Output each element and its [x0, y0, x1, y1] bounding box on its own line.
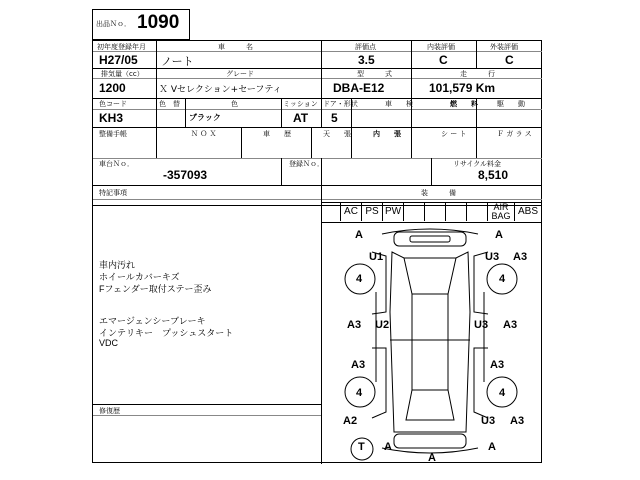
damage-mark: U3: [485, 251, 500, 263]
year-value: H27/05: [99, 53, 138, 67]
damage-mark: U3: [474, 319, 489, 331]
remark-line: インテリキー プッシュスタート: [99, 328, 234, 338]
remark-line: 車内汚れ: [99, 260, 136, 270]
exterior-grade-value: C: [505, 53, 514, 67]
mileage-value: 101,579 Km: [429, 81, 496, 95]
registration-label: 登録Ｎｏ．: [289, 160, 324, 168]
damage-mark: U3: [481, 415, 496, 427]
grade-value: Ｘ Vセレクション+セーフティ: [159, 85, 282, 95]
damage-mark: 4: [499, 273, 506, 285]
equipment-airbag: AIR BAG: [488, 203, 515, 221]
roof-label: 天 張: [323, 130, 351, 138]
history-label: 車 歴: [263, 130, 291, 138]
model-value: DBA-E12: [333, 81, 385, 95]
equipment-ps: PS: [362, 203, 383, 221]
interior-grade-label: 内装評価: [427, 43, 455, 51]
drive-label: 駆 動: [497, 100, 525, 108]
damage-mark: U2: [375, 319, 390, 331]
damage-mark: A3: [503, 319, 518, 331]
damage-mark: A: [384, 441, 392, 453]
remark-line: ホイールカバーキズ: [99, 272, 180, 282]
displacement-value: 1200: [99, 81, 126, 95]
interior-trim-label: 内 張: [373, 130, 401, 138]
car-name-label: 車 名: [218, 43, 253, 51]
maintenance-book-label: 整備手帳: [99, 130, 127, 138]
doors-value: 5: [331, 111, 338, 125]
color-name-label: 色: [231, 100, 238, 108]
year-label: 初年度登録年月: [97, 43, 146, 51]
equipment-blank-2: [425, 203, 446, 221]
damage-mark: 4: [499, 387, 506, 399]
color-change-label: 色 替: [159, 100, 180, 108]
equipment-blank-3: [446, 203, 467, 221]
grade-label: グレード: [226, 70, 254, 78]
glass-label: Ｆ ガ ラ ス: [497, 130, 532, 138]
fuel-label: 燃 料: [450, 100, 478, 108]
recycle-fee-value: 8,510: [478, 168, 509, 182]
inspection-label: 車 検: [385, 100, 413, 108]
repair-history-label: 修復歴: [99, 407, 120, 415]
damage-mark: A3: [351, 359, 366, 371]
damage-mark: T: [358, 441, 365, 453]
car-name-value: ノート: [161, 55, 194, 68]
mileage-label: 走 行: [460, 70, 495, 78]
lot-label: 出品Ｎｏ．: [96, 20, 131, 28]
doors-label: ドア・形状: [323, 100, 358, 108]
color-code-value: KH3: [99, 111, 124, 125]
front-grille-outline: [394, 232, 466, 246]
body-outline: [390, 252, 470, 432]
damage-mark: U1: [369, 251, 384, 263]
damage-mark: A: [355, 229, 363, 241]
damage-mark: A2: [343, 415, 358, 427]
damage-mark: 4: [356, 387, 363, 399]
equipment-blank-1: [404, 203, 425, 221]
recycle-fee-label: リサイクル料金: [453, 160, 502, 168]
remark-line: Fフェンダー取付ステー歪み: [99, 284, 212, 294]
seat-label: シ ー ト: [441, 130, 467, 138]
displacement-label: 排気量（cc）: [101, 70, 144, 78]
score-label: 評価点: [355, 43, 376, 51]
equipment-blank-4: [467, 203, 488, 221]
interior-grade-value: C: [439, 53, 448, 67]
nox-label: Ｎ Ｏ Ｘ: [191, 130, 217, 138]
equipment-abs: ABS: [517, 206, 538, 217]
exterior-grade-label: 外装評価: [490, 43, 518, 51]
mission-label: ミッション: [283, 100, 318, 108]
equipment-row: [321, 203, 542, 222]
chassis-label: 車台Ｎｏ．: [99, 160, 134, 168]
lot-number-box: [92, 9, 190, 40]
score-value: 3.5: [358, 53, 375, 67]
remark-line: VDC: [99, 338, 119, 348]
equipment-ac: AC: [341, 203, 362, 221]
lot-number: 1090: [137, 12, 180, 33]
damage-mark: A: [495, 229, 503, 241]
equipment-pw: PW: [383, 203, 404, 221]
damage-mark: A3: [490, 359, 505, 371]
damage-mark: A: [488, 441, 496, 453]
damage-mark: A3: [513, 251, 528, 263]
damage-mark: A: [428, 452, 436, 464]
rear-bumper-outline: [394, 434, 466, 448]
damage-mark: A3: [510, 415, 525, 427]
chassis-value: -357093: [163, 168, 208, 182]
damage-mark: A3: [347, 319, 362, 331]
roof-outline: [412, 294, 448, 390]
special-notes-label: 特記事項: [99, 189, 127, 197]
model-label: 型 式: [357, 70, 392, 78]
remark-line: エマージェンシーブレーキ: [99, 316, 206, 326]
color-name-value: ブラック: [189, 113, 221, 122]
equipment-label: 装 備: [421, 189, 456, 197]
color-code-label: 色コード: [99, 100, 127, 108]
damage-mark: 4: [356, 273, 363, 285]
mission-value: AT: [293, 111, 309, 125]
